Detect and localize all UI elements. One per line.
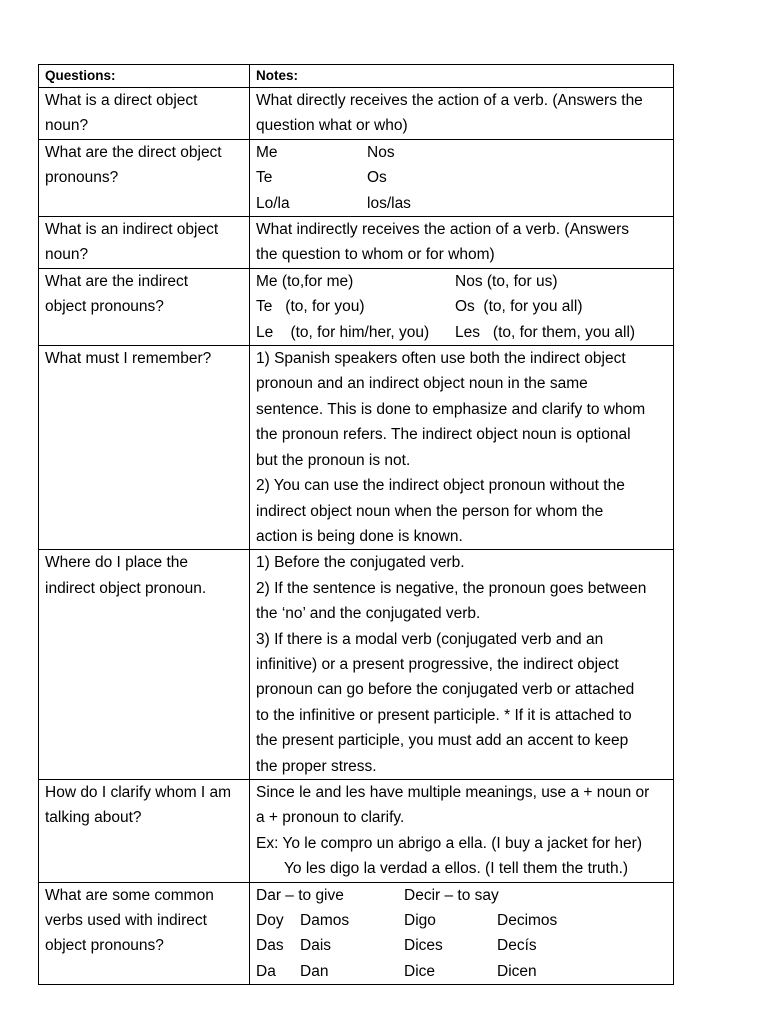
notes-header: Notes: [250,65,674,88]
question-text: noun? [45,117,89,135]
question-cell [39,882,250,985]
notes-text: the present participle, you must add an accent to keep [256,732,629,750]
question-text: indirect object pronoun. [45,579,207,597]
pronoun-row [256,140,673,165]
notes-text: the question to whom or for whom) [256,246,495,264]
question-text: object pronouns? [45,298,164,316]
notes-cell [250,346,674,550]
question-text: talking about? [45,809,142,827]
verb-form: Damos [300,912,350,929]
question-cell [39,217,250,269]
notes-text: infinitive) or a present progressive, the indirect object [256,655,619,673]
questions-header: Questions: [39,65,250,88]
notes-text: to the infinitive or present participle. * If it is attached to [256,706,632,724]
verb-heading: Dar – to give [256,886,344,904]
question-text: What is a direct object [45,92,198,109]
question-cell [39,88,250,140]
notes-text: action is being done is known. [256,527,463,545]
verb-form: Da [256,962,276,980]
question-cell [39,550,250,780]
question-text: noun? [45,246,89,264]
notes-text: 1) Before the conjugated verb. [256,554,465,572]
question-text: What are some common [45,886,214,904]
verb-form: Dices [404,937,443,955]
pronoun-row [256,294,673,319]
verb-conjugation-row [256,933,673,958]
pronoun-plural: Nos (to, for us) [455,272,558,290]
notes-cell [250,268,674,345]
pronoun-singular: Le (to, for him/her, you) [256,323,430,341]
notes-text: What directly receives the action of a verb. (Answers the [256,92,643,109]
table-row [39,779,674,882]
notes-text: 3) If there is a modal verb (conjugated verb and an [256,630,604,648]
notes-text: Yo les digo la verdad a ellos. (I tell them the truth.) [284,860,629,878]
verb-form: Dicen [497,962,537,980]
question-cell [39,139,250,216]
pronoun-singular: Lo/la [256,194,290,212]
verb-form: Dais [300,937,332,955]
notes-text: indirect object noun when the person for whom the [256,502,604,520]
notes-text: the pronoun refers. The indirect object noun is optional [256,426,631,444]
notes-text: 2) You can use the indirect object pronoun without the [256,477,625,495]
table-row [39,268,674,345]
question-text: pronouns? [45,169,119,187]
verb-heading: Decir – to say [404,886,499,904]
table-row [39,217,674,269]
notes-text: the ‘no’ and the conjugated verb. [256,605,481,623]
notes-text: pronoun can go before the conjugated verb or attached [256,681,635,699]
verb-conjugation-row [256,959,673,984]
question-text: What must I remember? [45,350,212,368]
table-row [39,139,674,216]
notes-cell [250,779,674,882]
notes-text: 2) If the sentence is negative, the pronoun goes between [256,579,647,597]
table-row [39,550,674,780]
question-text: Where do I place the [45,554,189,572]
verb-form: Decimos [497,912,558,929]
pronoun-plural: los/las [367,194,411,212]
question-text: How do I clarify whom I am [45,783,232,801]
pronoun-plural: Os [367,169,387,187]
pronoun-singular: Me [256,143,278,161]
verb-heading-row [256,883,673,908]
verb-form: Dice [404,962,436,980]
pronoun-row [256,269,673,294]
table-row [39,88,674,140]
notes-text: sentence. This is done to emphasize and clarify to whom [256,400,646,418]
notes-cell [250,88,674,140]
pronoun-plural: Os (to, for you all) [455,298,583,316]
verb-form: Doy [256,912,284,929]
question-cell [39,346,250,550]
question-text: What is an indirect object [45,221,219,239]
pronoun-row [256,165,673,190]
notes-text: a + pronoun to clarify. [256,809,405,827]
pronoun-plural: Les (to, for them, you all) [455,323,636,341]
notes-cell [250,882,674,985]
notes-cell [250,217,674,269]
question-text: verbs used with indirect [45,912,207,929]
pronoun-singular: Te (to, for you) [256,298,365,316]
header-row [39,65,674,88]
pronoun-singular: Me (to,for me) [256,272,354,290]
notes-cell [250,139,674,216]
verb-form: Dan [300,962,329,980]
notes-text: the proper stress. [256,757,377,775]
table-row [39,346,674,550]
question-text: What are the direct object [45,143,222,161]
notes-text: pronoun and an indirect object noun in the same [256,375,588,393]
table-row [39,882,674,985]
verb-form: Digo [404,912,436,929]
verb-form: Das [256,937,284,955]
notes-cell [250,550,674,780]
notes-text: question what or who) [256,117,408,135]
notes-text: Since le and les have multiple meanings, use a + noun or [256,783,650,801]
verb-form: Decís [497,937,537,955]
verb-conjugation-row [256,908,673,933]
pronoun-singular: Te [256,169,273,187]
question-cell [39,779,250,882]
pronoun-plural: Nos [367,143,395,161]
notes-text: but the pronoun is not. [256,451,411,469]
question-text: object pronouns? [45,937,164,955]
pronoun-row [256,320,673,345]
question-text: What are the indirect [45,272,189,290]
notes-table [38,64,674,985]
notes-text: What indirectly receives the action of a verb. (Answers [256,221,630,239]
question-cell [39,268,250,345]
notes-text: Ex: Yo le compro un abrigo a ella. (I buy a jacket for her) [256,834,642,852]
pronoun-row [256,191,673,216]
notes-text: 1) Spanish speakers often use both the indirect object [256,350,626,368]
